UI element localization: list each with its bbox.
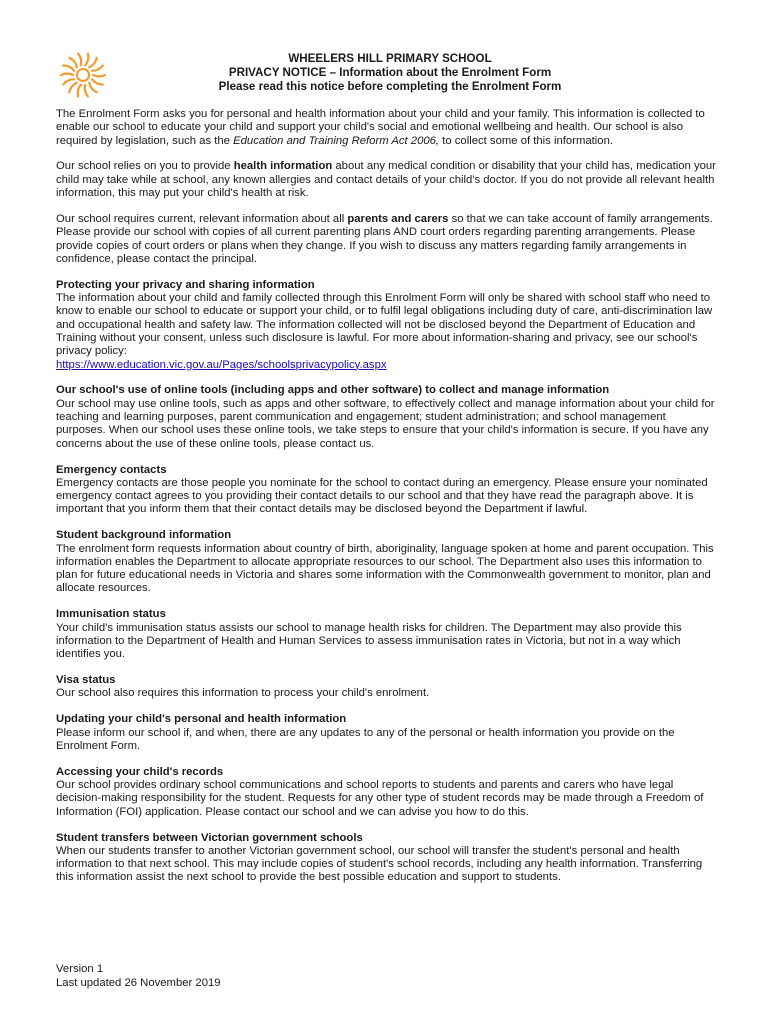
records-heading: Accessing your child's records <box>56 765 224 778</box>
school-sun-logo <box>58 50 108 100</box>
transfers-body: When our students transfer to another Victorian government school, our school will transfer the student's personal and health information to that next school. This may include copies of student's school records, including any health information. Transferring this information assist the next school to provide the best possible education and support to students. <box>56 844 703 884</box>
updating-body: Please inform our school if, and when, there are any updates to any of the personal or health information you provide on the Enrolment Form. <box>56 726 675 752</box>
notice-title: PRIVACY NOTICE – Information about the Enrolment Form <box>228 66 552 79</box>
logo-ray <box>63 79 74 84</box>
transfers-heading: Student transfers between Victorian government schools <box>56 831 363 844</box>
sun-icon <box>58 50 108 100</box>
transfers-section <box>56 832 716 885</box>
logo-ray <box>93 75 105 77</box>
logo-ray <box>89 83 97 92</box>
online-tools-section <box>56 384 716 450</box>
emergency-body: Emergency contacts are those people you nominate for the school to contact during an emergency. Please ensure your nominated emergency contact agrees to you providing their contact details to our school and that they have read the paragraph above. It is important that you inform them that their contact details may be disclosed beyond the Department if lawful. <box>56 476 708 516</box>
logo-ray <box>61 74 73 76</box>
immunisation-section <box>56 608 716 661</box>
logo-ray <box>85 85 88 97</box>
logo-ray <box>78 54 81 66</box>
logo-center <box>77 69 89 81</box>
records-body: Our school provides ordinary school communications and school reports to students and parents and carers who have legal decision-making responsibility for the student. Requests for any other type of student records may be made through a Freedom of Information (FOI) application. Please contact our school and we can advise you how to do this. <box>56 779 704 818</box>
parents-paragraph: Our school requires current, relevant information about all parents and carers so that we can take account of family arrangements. Please provide our school with copies of all current parenting plans AND court orders regarding parenting arrangements. Please provide copies of court orders or plans when they change. If you wish to discuss any matters regarding family arrangements in confidence, please contact the principal. <box>56 212 713 265</box>
intro-paragraph: The Enrolment Form asks you for personal and health information about your child and your family. This information is collected to enable our school to educate your child and support your child's social and emotional wellbeing and health. Our school is also required by legislation, such as the Education and Training Reform Act 2006, to collect some of this information. <box>56 108 705 147</box>
logo-ray <box>85 54 88 66</box>
background-heading: Student background information <box>56 529 232 542</box>
logo-ray <box>92 79 103 84</box>
updating-section <box>56 713 716 753</box>
logo-ray <box>92 66 103 71</box>
visa-body: Our school also requires this information to process your child's enrolment. <box>56 687 430 700</box>
immunisation-body: Your child's immunisation status assists our school to manage health risks for children. The Department may also provide this information to the Department of Health and Human Services to assess immunisation rates in Victoria, but not in a way which identifies you. <box>56 621 682 661</box>
act-name: Education and Training Reform Act 2006, <box>233 134 440 147</box>
privacy-heading: Protecting your privacy and sharing information <box>56 278 315 291</box>
visa-heading: Visa status <box>56 674 116 687</box>
last-updated-label: Last updated 26 November 2019 <box>56 977 221 989</box>
document-body <box>56 108 716 897</box>
logo-ray <box>63 65 74 70</box>
logo-ray <box>69 58 77 67</box>
document-footer <box>56 962 221 990</box>
notice-instruction: Please read this notice before completing the Enrolment Form <box>218 80 562 93</box>
emergency-heading: Emergency contacts <box>56 463 167 476</box>
online-tools-heading: Our school's use of online tools (including apps and other software) to collect and manage information <box>56 384 610 397</box>
privacy-section <box>56 279 716 372</box>
logo-ray <box>89 58 97 67</box>
online-tools-body: Our school may use online tools, such as apps and other software, to effectively collect and manage information about your child for teaching and learning purposes, parent communication and engagement; student administration; and school management purposes. When our school uses these online tools, we take steps to ensure that your child's information is secure. If you have any concerns about the use of these online tools, please contact us. <box>56 397 715 450</box>
updating-heading: Updating your child's personal and health information <box>56 713 347 726</box>
privacy-policy-link[interactable]: https://www.education.vic.gov.au/Pages/schoolsprivacypolicy.aspx <box>56 358 387 371</box>
immunisation-heading: Immunisation status <box>56 608 166 621</box>
logo-ray <box>69 83 77 92</box>
background-section <box>56 529 716 595</box>
visa-section <box>56 674 716 701</box>
privacy-body: The information about your child and family collected through this Enrolment Form will only be shared with school staff who need to know to enable our school to educate or support your child, or to fulfil legal obligations including duty of care, anti-discrimination law and occupational health and safety law. The information collected will not be disclosed beyond the Department of Education and Training without your consent, unless such disclosure is lawful. For more about information-sharing and privacy, see our school's privacy policy: <box>56 292 713 358</box>
school-name: WHEELERS HILL PRIMARY SCHOOL <box>288 52 492 65</box>
background-body: The enrolment form requests information about country of birth, aboriginality, language spoken at home and parent occupation. This information enables the Department to allocate appropriate resources to our school. The Department also uses this information to plan for future educational needs in Victoria and shares some information with the Commonwealth government to monitor, plan and allocate resources. <box>56 542 714 595</box>
version-label: Version 1 <box>56 963 104 975</box>
records-section <box>56 766 716 819</box>
emergency-section <box>56 464 716 517</box>
document-header <box>120 52 660 94</box>
health-paragraph: Our school relies on you to provide health information about any medical condition or disability that your child has, medication your child may take while at school, any known allergies and contact details of your child's doctor. If you do not provide all relevant health information, this may put your child's health at risk. <box>56 160 716 200</box>
logo-ray <box>78 85 81 97</box>
